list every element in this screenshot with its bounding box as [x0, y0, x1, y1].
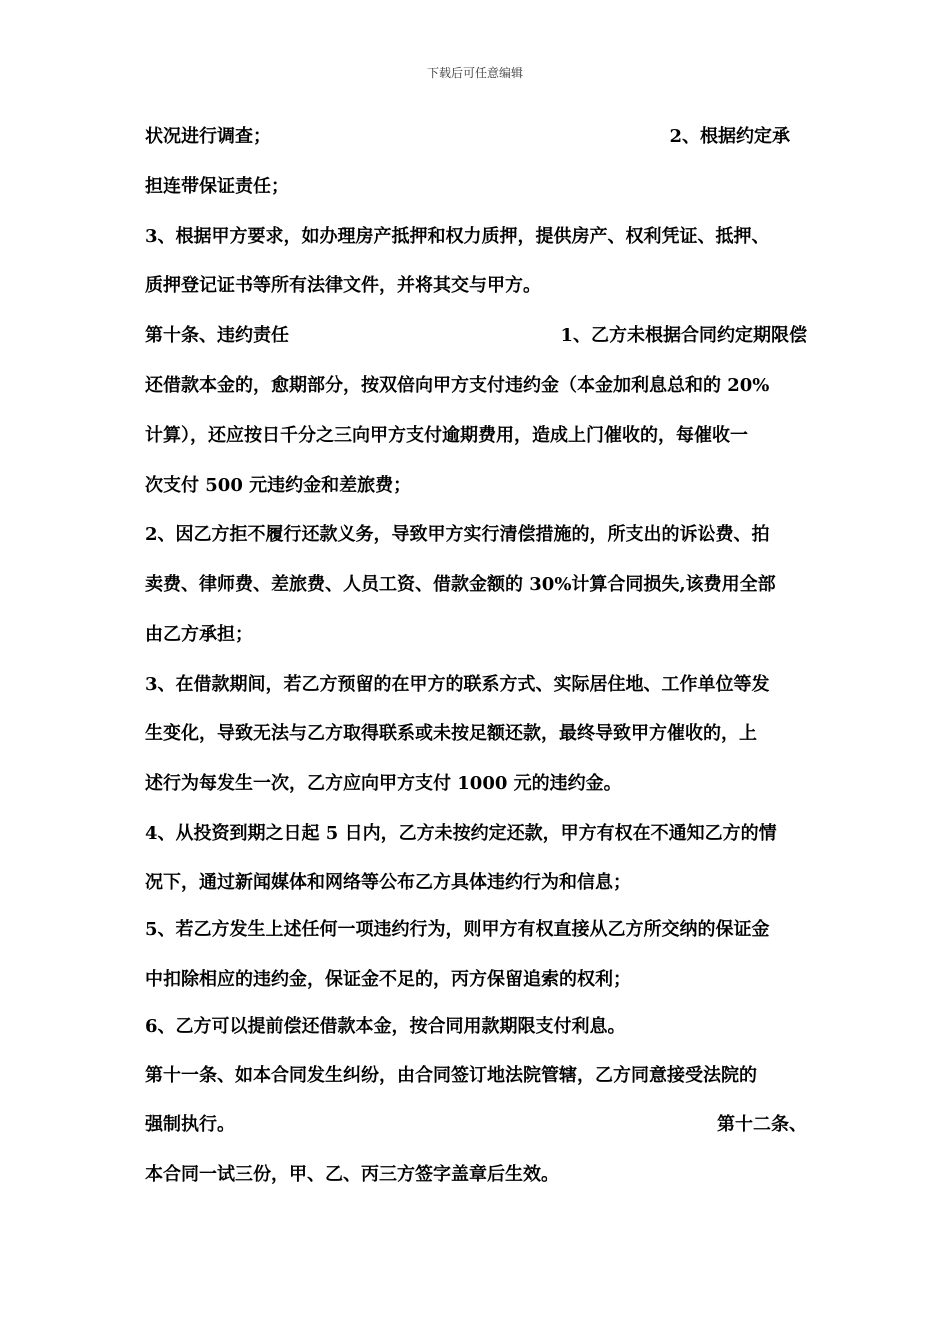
line-right-text: 第十二条、: [717, 1114, 807, 1135]
line-right-text: 2、根据约定承: [669, 126, 790, 147]
body-line: 3、根据甲方要求，如办理房产抵押和权力质押，提供房产、权利凭证、抵押、: [145, 226, 770, 247]
body-line: 计算），还应按日千分之三向甲方支付逾期费用，造成上门催收的，每催收一: [145, 425, 748, 446]
body-line: 卖费、律师费、差旅费、人员工资、借款金额的 30%计算合同损失,该费用全部: [145, 574, 776, 595]
body-line: 第十一条、如本合同发生纠纷，由合同签订地法院管辖，乙方同意接受法院的: [145, 1065, 757, 1086]
body-line: 述行为每发生一次，乙方应向甲方支付 1000 元的违约金。: [145, 773, 622, 794]
page-header: 下载后可任意编辑: [426, 66, 523, 80]
body-line: 中扣除相应的违约金，保证金不足的，丙方保留追索的权利；: [145, 969, 631, 990]
body-line: 由乙方承担；: [145, 624, 253, 645]
body-line: 生变化，导致无法与乙方取得联系或未按足额还款，最终导致甲方催收的，上: [145, 723, 757, 744]
body-line: 本合同一试三份，甲、乙、丙三方签字盖章后生效。: [145, 1164, 559, 1185]
line-left-text: 第十条、违约责任: [145, 325, 289, 346]
body-line: [145, 122, 807, 152]
line-left-text: 状况进行调查；: [145, 126, 271, 147]
body-line: 6、乙方可以提前偿还借款本金，按合同用款期限支付利息。: [145, 1016, 626, 1037]
body-line: 况下，通过新闻媒体和网络等公布乙方具体违约行为和信息；: [145, 872, 631, 893]
body-line: 4、从投资到期之日起 5 日内，乙方未按约定还款，甲方有权在不通知乙方的情: [145, 823, 777, 844]
body-line: [145, 321, 807, 351]
body-line: 担连带保证责任；: [145, 176, 289, 197]
line-left-text: 强制执行。: [145, 1114, 235, 1135]
body-line: 2、因乙方拒不履行还款义务，导致甲方实行清偿措施的，所支出的诉讼费、拍: [145, 524, 770, 545]
body-line: 次支付 500 元违约金和差旅费；: [145, 475, 412, 496]
line-right-text: 1、乙方未根据合同约定期限偿: [560, 325, 807, 346]
body-line: 质押登记证书等所有法律文件，并将其交与甲方。: [145, 275, 541, 296]
body-line: [145, 1110, 807, 1140]
body-line: 还借款本金的，愈期部分，按双倍向甲方支付违约金（本金加利息总和的 20%: [145, 375, 770, 396]
body-line: 5、若乙方发生上述任何一项违约行为，则甲方有权直接从乙方所交纳的保证金: [145, 919, 770, 940]
body-line: 3、在借款期间，若乙方预留的在甲方的联系方式、实际居住地、工作单位等发: [145, 674, 770, 695]
